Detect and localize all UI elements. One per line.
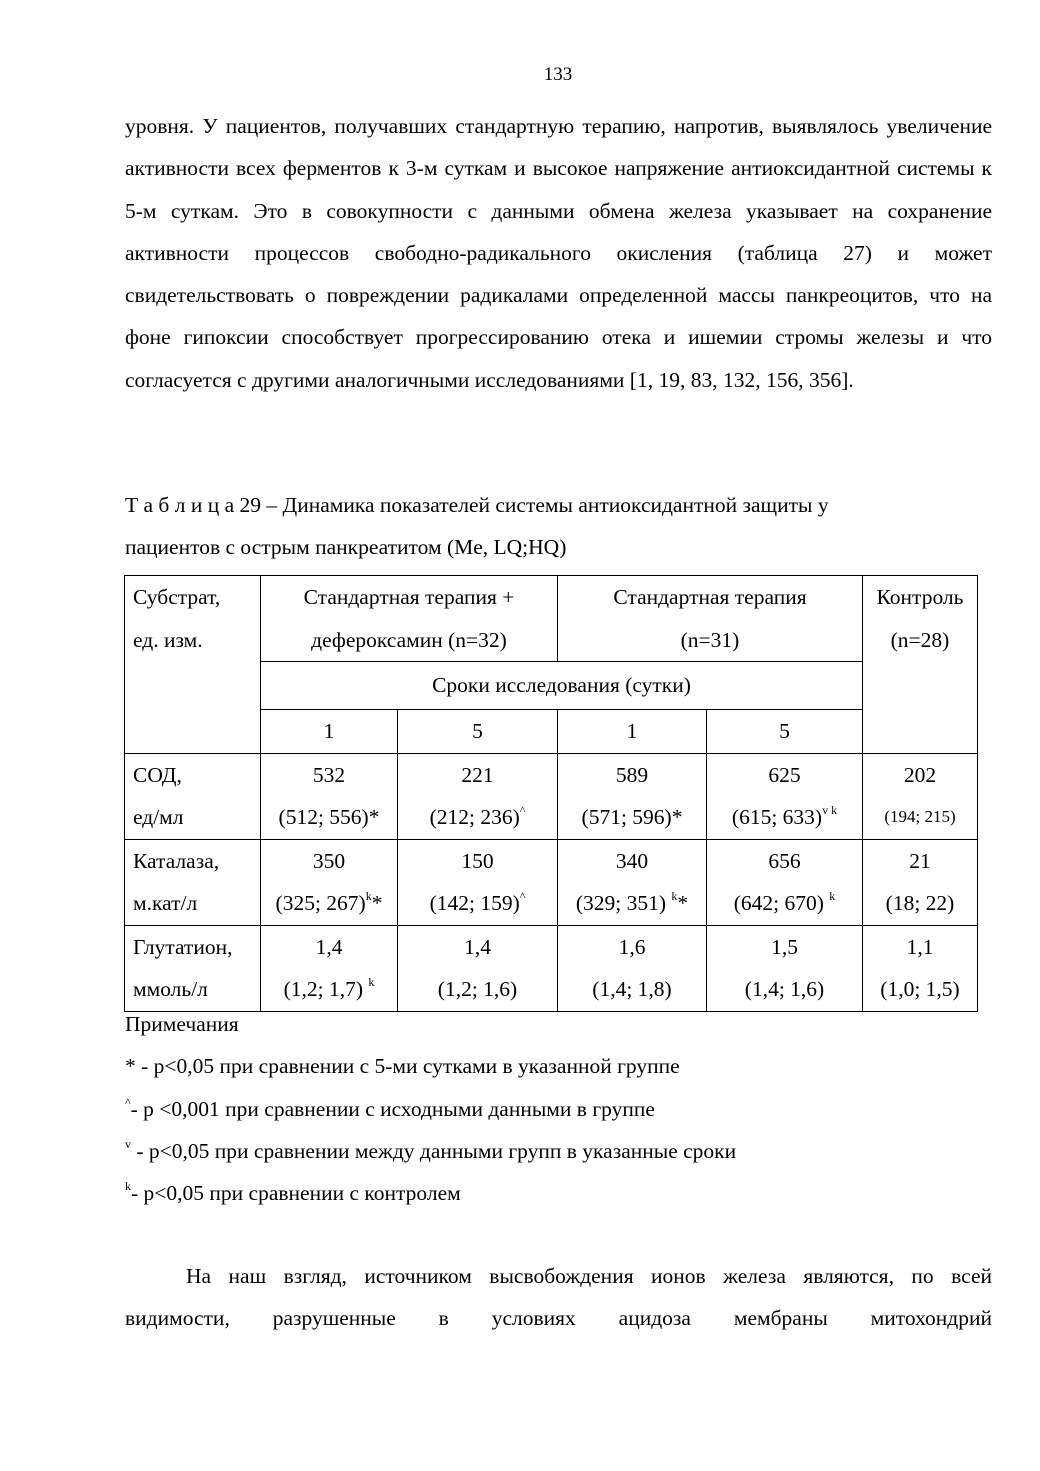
value-cell <box>261 753 398 839</box>
range-value: (18; 22) <box>885 891 955 915</box>
median-value: 1,6 <box>618 934 646 959</box>
median-value: 340 <box>615 848 649 873</box>
note-mark: * <box>125 1054 136 1079</box>
significance-mark: k <box>365 889 372 903</box>
value-cell <box>707 925 863 1011</box>
header-group1-line-2: дефероксамин (n=32) <box>311 627 507 652</box>
significance-mark: ^ <box>519 889 526 903</box>
range-value: (512; 556)* <box>278 805 380 829</box>
header-day-1: 1 <box>323 719 335 743</box>
data-table <box>124 575 978 1012</box>
note-mark: k <box>125 1179 131 1194</box>
range-value: (1,0; 1,5) <box>880 977 960 1001</box>
table-row <box>125 753 978 839</box>
header-control <box>863 576 978 754</box>
median-value: 1,4 <box>464 934 491 959</box>
header-group2-line-1: Стандартная терапия <box>613 585 807 609</box>
value-cell <box>398 925 558 1011</box>
table-caption <box>125 484 995 568</box>
value-cell <box>707 753 863 839</box>
value-cell <box>261 839 398 925</box>
table-caption-line-1: Т а б л и ц а 29 – Динамика показателей системы антиоксидантной защиты у <box>125 493 829 517</box>
median-value: 589 <box>615 762 649 787</box>
value-cell <box>707 839 863 925</box>
note-text: - p<0,05 при сравнении между данными групп в указанные сроки <box>131 1138 737 1163</box>
median-value: 625 <box>768 762 801 787</box>
value-cell <box>863 753 978 839</box>
median-value: 1,4 <box>315 934 343 959</box>
value-cell <box>398 753 558 839</box>
header-substrate-line-2: ед. изм. <box>133 627 203 652</box>
range-value: (325; 267)$^k$* <box>275 889 383 915</box>
header-control-line-2: (n=28) <box>890 627 950 652</box>
table-row <box>125 925 978 1011</box>
significance-mark: ^ <box>519 803 526 817</box>
note-text: - p <0,001 при сравнении с исходными данными в группе <box>130 1096 655 1121</box>
range-value: (1,2; 1,7) $^k$ <box>283 975 375 1001</box>
row-label <box>125 753 261 839</box>
page-number: 133 <box>543 64 573 85</box>
body-paragraph-2 <box>125 1255 992 1340</box>
header-group-standard <box>558 576 863 662</box>
header-period-text: Сроки исследования (сутки) <box>432 673 691 698</box>
header-substrate-line-1: Субстрат, <box>133 585 221 609</box>
row-unit: ед/мл <box>133 805 184 829</box>
table-row <box>125 839 978 925</box>
header-group1-line-1: Стандартная терапия + <box>303 585 515 609</box>
median-value: 221 <box>461 762 494 787</box>
header-day-1: 1 <box>626 719 638 743</box>
table-caption-line-2: пациентов с острым панкреатитом (Me, LQ;HQ) <box>125 535 567 559</box>
header-day-5: 5 <box>779 719 790 743</box>
row-unit: м.кат/л <box>133 891 198 915</box>
row-label <box>125 839 261 925</box>
note-text: - p<0,05 при сравнении с контролем <box>131 1181 461 1206</box>
row-name: Глутатион, <box>133 934 233 959</box>
header-substrate <box>125 576 261 754</box>
header-day-5: 5 <box>472 719 483 743</box>
range-value: (642; 670) $^k$ <box>733 889 836 915</box>
significance-mark: v k <box>822 803 838 817</box>
header-day <box>261 710 398 754</box>
median-value: 202 <box>903 762 937 787</box>
note-mark: ^ <box>125 1094 131 1109</box>
header-day <box>558 710 707 754</box>
header-day <box>707 710 863 754</box>
value-cell <box>558 753 707 839</box>
row-name: Каталаза, <box>133 848 220 873</box>
value-cell <box>558 925 707 1011</box>
median-value: 21 <box>909 848 931 873</box>
range-value: (1,2; 1,6) <box>437 977 518 1001</box>
median-value: 350 <box>312 848 346 873</box>
value-cell <box>261 925 398 1011</box>
median-value: 532 <box>312 762 346 787</box>
body-paragraph-2-text: На наш взгляд, источником высвобождения ионов железа являются, по всей видимости, разрушенные в условиях ацидоза мембраны митохондрий <box>125 1264 992 1331</box>
median-value: 1,1 <box>906 934 934 959</box>
table-header-row <box>125 576 978 662</box>
body-paragraph-1: уровня. У пациентов, получавших стандартную терапию, напротив, выявлялось увеличение активности всех ферментов к 3-м суткам и высокое напряжение антиоксидантной системы к 5-м суткам. Это в совокупности с данными обмена железа указывает на сохранение активности процессов свободно-радикального окисления (таблица 27) и может свидетельствовать о повреждении радикалами определенной массы панкреоцитов, что на фоне гипоксии способствует прогрессированию отека и ишемии стромы железы и что согласуется с другими аналогичными исследованиями [1, 19, 83, 132, 156, 356]. <box>125 114 992 392</box>
significance-mark: k <box>671 889 678 903</box>
header-control-line-1: Контроль <box>876 585 964 609</box>
median-value: 656 <box>768 848 801 873</box>
header-day <box>398 710 558 754</box>
notes-title: Примечания <box>125 1012 239 1036</box>
note-item <box>125 1088 995 1130</box>
row-label <box>125 925 261 1011</box>
range-value: (142; 159)^ <box>429 889 526 915</box>
value-cell <box>398 839 558 925</box>
value-cell <box>863 925 978 1011</box>
significance-mark: k <box>368 975 375 989</box>
range-value: (212; 236)^ <box>429 803 526 829</box>
range-value: (571; 596)* <box>581 805 683 829</box>
value-cell <box>863 839 978 925</box>
header-group-deferoxamine <box>261 576 558 662</box>
note-item <box>125 1130 995 1172</box>
range-value: (1,4; 1,6) <box>744 977 825 1001</box>
note-mark: v <box>125 1136 131 1151</box>
value-cell <box>558 839 707 925</box>
note-item <box>125 1045 995 1087</box>
row-name: СОД, <box>133 762 182 787</box>
row-unit: ммоль/л <box>133 977 208 1001</box>
range-value: (1,4; 1,8) <box>592 977 672 1001</box>
median-value: 150 <box>461 848 494 873</box>
note-text: - p<0,05 при сравнении с 5-ми сутками в указанной группе <box>135 1054 680 1079</box>
note-item <box>125 1172 995 1214</box>
median-value: 1,5 <box>771 934 798 959</box>
table-notes <box>125 1003 995 1214</box>
range-value: (329; 351) $^k$* <box>575 889 689 915</box>
range-value: (194; 215) <box>884 807 956 826</box>
header-group2-line-2: (n=31) <box>680 627 740 652</box>
range-value: (615; 633)$^{v k}$ <box>731 803 838 829</box>
significance-mark: k <box>829 889 836 903</box>
header-period <box>261 662 863 710</box>
